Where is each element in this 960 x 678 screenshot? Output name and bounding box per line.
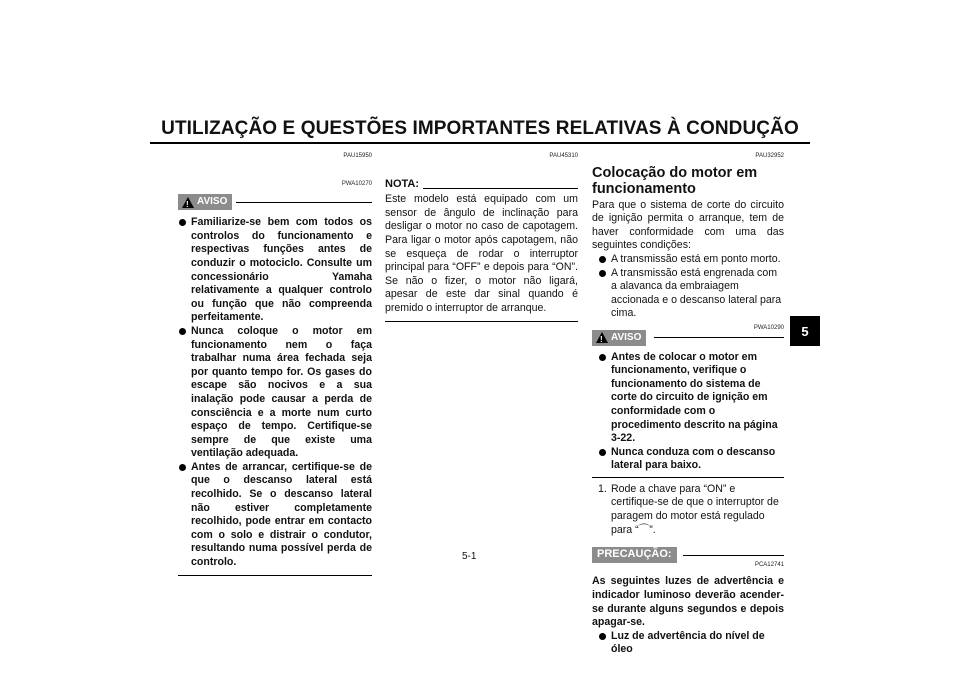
list-item: Antes de arrancar, certifique-se de que o descanso lateral está recolhido. Se o descanso lateral não estiver completamente recolhido, pode entrar em contacto com o solo e distrair o condutor, resultando numa possível perda de controlo.: [178, 461, 372, 570]
conditions-list: [598, 253, 784, 321]
reference-code: PAU15950: [343, 153, 372, 159]
page-title: UTILIZAÇÃO E QUESTÕES IMPORTANTES RELATIVAS À CONDUÇÃO: [161, 118, 799, 139]
bullet-icon: [599, 354, 606, 361]
bullet-icon: [599, 449, 606, 456]
reference-code: PWA10270: [341, 180, 372, 187]
bullet-icon: [599, 270, 606, 277]
column-2: [385, 150, 578, 322]
section-heading: Colocação do motor em funcionamento: [592, 164, 758, 197]
bullet-icon: [179, 464, 186, 471]
intro-text: Para que o sistema de corte do circuito de ignição permita o arranque, tem de haver conformidade com uma das seguintes condições:: [592, 198, 784, 252]
warning-list: [178, 216, 372, 569]
caution-label: PRECAUÇÃO:: [592, 547, 677, 563]
warning-badge: [592, 330, 646, 346]
divider: [654, 337, 784, 338]
warning-list: [598, 351, 784, 473]
chapter-tab: 5: [790, 316, 820, 346]
header-rule: [150, 142, 810, 144]
reference-code: PCA12741: [754, 561, 784, 568]
list-item: Nunca conduza com o descanso lateral para baixo.: [598, 446, 784, 473]
list-item: A transmissão está engrenada com a alavanca da embraiagem accionada e o descanso lateral para cima.: [598, 267, 784, 321]
warning-header: [178, 194, 372, 210]
divider: [683, 555, 784, 556]
list-item: Nunca coloque o motor em funcionamento nem o faça trabalhar numa área fechada seja por quanto tempo for. Os gases do escape são nocivos e a sua inalação pode causar a perda de consciência e a morte num curto espaço de tempo. Certifique-se sempre de que existe uma ventilação adequada.: [178, 325, 372, 461]
reference-code: PAU32952: [755, 153, 784, 159]
step-item: [598, 483, 784, 537]
list-item: A transmissão está em ponto morto.: [598, 253, 784, 267]
page-number: 5-1: [462, 551, 477, 562]
reference-code: PAU45310: [549, 153, 578, 159]
column-3: [592, 150, 784, 657]
bullet-icon: [599, 256, 606, 263]
caution-list: [598, 630, 784, 657]
step-number: 1.: [598, 482, 607, 495]
warning-badge: [178, 194, 232, 210]
list-item: Antes de colocar o motor em funcionamento, verifique o funcionamento do sistema de corte do circuito de ignição em conformidade com o procedimento descrito na página 3-22.: [598, 351, 784, 446]
note-text: Este modelo está equipado com um sensor de ângulo de inclinação para desligar o motor no caso de capotagem. Para ligar o motor após capotagem, não se esqueça de rodar o interruptor principal para “OFF” e depois para “ON”. Se não o fizer, o motor não ligará, apesar de este dar sinal quando é premido o interruptor de arranque.: [385, 193, 578, 314]
caution-text: As seguintes luzes de advertência e indicador luminoso deverão acender-se durante alguns segundos e depois apagar-se.: [592, 575, 784, 629]
warning-triangle-icon: !: [596, 332, 608, 343]
note-label: NOTA:: [385, 177, 420, 190]
column-1: [178, 150, 372, 576]
warning-label: AVISO: [197, 196, 228, 208]
divider: [385, 321, 578, 322]
divider: [592, 477, 784, 478]
warning-triangle-icon: !: [182, 197, 194, 208]
bullet-icon: [179, 328, 186, 335]
step-text: Rode a chave para “ON” e certifique-se de que o interruptor de paragem do motor está regulado para “⌒”.: [611, 482, 779, 536]
divider: [178, 575, 372, 576]
list-item: Luz de advertência do nível de óleo: [598, 630, 784, 657]
divider: [423, 188, 578, 189]
bullet-icon: [599, 633, 606, 640]
divider: [236, 202, 372, 203]
bullet-icon: [179, 219, 186, 226]
list-item: Familiarize-se bem com todos os controlos do funcionamento e respectivas funções antes de conduzir o motociclo. Consulte um concessionário Yamaha relativamente a qualquer controlo ou função que não compreenda perfeitamente.: [178, 216, 372, 325]
reference-code: PWA10290: [753, 324, 784, 331]
warning-label: AVISO: [611, 331, 642, 343]
note-header: [385, 178, 578, 192]
